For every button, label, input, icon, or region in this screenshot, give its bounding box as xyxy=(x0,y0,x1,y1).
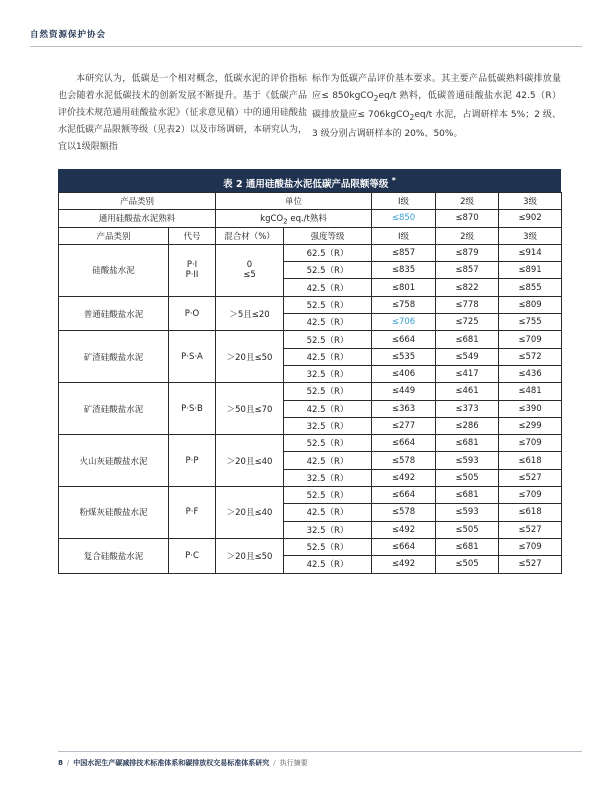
table-row xyxy=(59,331,562,348)
strength-grade: 32.5（R） xyxy=(284,521,372,538)
mix-ratio: ＞50且≤70 xyxy=(216,383,284,435)
strength-grade: 42.5（R） xyxy=(284,348,372,365)
limit-level-1: ≤706 xyxy=(372,314,436,331)
limit-level-2: ≤778 xyxy=(436,296,499,313)
table-row xyxy=(59,296,562,313)
strength-grade: 32.5（R） xyxy=(284,469,372,486)
footer-title: 中国水泥生产碳减排技术标准体系和碳排放权交易标准体系研究 xyxy=(73,759,270,767)
limit-level-3: ≤755 xyxy=(499,314,562,331)
table-header-row xyxy=(59,193,562,210)
table-row xyxy=(59,487,562,504)
mix-ratio: ＞20且≤50 xyxy=(216,331,284,383)
cement-code: P·P xyxy=(169,435,216,487)
mix-ratio: ＞20且≤50 xyxy=(216,538,284,573)
strength-grade: 52.5（R） xyxy=(284,262,372,279)
clinker-level-2: ≤870 xyxy=(436,210,499,227)
cement-type: 复合硅酸盐水泥 xyxy=(59,538,169,573)
table-body xyxy=(59,193,562,574)
footer-divider xyxy=(58,751,582,752)
subheader-mix: 混合材（%） xyxy=(216,227,284,244)
header-org: 自然资源保护协会 xyxy=(30,30,107,40)
table-row xyxy=(59,538,562,555)
limit-level-3: ≤618 xyxy=(499,452,562,469)
footer-section: 执行摘要 xyxy=(279,759,308,767)
limit-level-2: ≤505 xyxy=(436,556,499,573)
limit-level-1: ≤492 xyxy=(372,469,436,486)
limit-level-2: ≤373 xyxy=(436,400,499,417)
cement-type: 粉煤灰硅酸盐水泥 xyxy=(59,487,169,539)
limit-level-2: ≤505 xyxy=(436,469,499,486)
header-level-3: 3级 xyxy=(499,193,562,210)
strength-grade: 42.5（R） xyxy=(284,556,372,573)
cement-type: 普通硅酸盐水泥 xyxy=(59,296,169,331)
header-level-2: 2级 xyxy=(436,193,499,210)
limit-level-3: ≤527 xyxy=(499,521,562,538)
limit-level-3: ≤709 xyxy=(499,538,562,555)
header-divider xyxy=(30,46,582,47)
limit-level-3: ≤436 xyxy=(499,365,562,382)
intro-left-column xyxy=(58,71,307,156)
limit-level-2: ≤417 xyxy=(436,365,499,382)
strength-grade: 52.5（R） xyxy=(284,383,372,400)
strength-grade: 42.5（R） xyxy=(284,452,372,469)
limit-level-1: ≤801 xyxy=(372,279,436,296)
intro-right-text: 标作为低碳产品评价基本要求。其主要产品低碳熟料碳排放量应≤ 850kgCO$_2$eq/t 熟料，低碳普通硅酸盐水泥 42.5（R）碳排放量应≤ 706kgCO$_2$eq/t 水泥，占调研样本 5%；2 级、3 级分别占调研样本的 20%、50%。 xyxy=(312,74,562,139)
strength-grade: 52.5（R） xyxy=(284,538,372,555)
limit-level-2: ≤681 xyxy=(436,487,499,504)
limit-level-1: ≤492 xyxy=(372,521,436,538)
strength-grade: 32.5（R） xyxy=(284,365,372,382)
mix-ratio: ＞20且≤40 xyxy=(216,435,284,487)
clinker-level-3: ≤902 xyxy=(499,210,562,227)
limit-level-2: ≤505 xyxy=(436,521,499,538)
mix-ratio: ＞20且≤40 xyxy=(216,487,284,539)
limit-level-3: ≤527 xyxy=(499,469,562,486)
subheader-category: 产品类别 xyxy=(59,227,169,244)
header-level-1: I级 xyxy=(372,193,436,210)
limit-level-2: ≤857 xyxy=(436,262,499,279)
header-unit: 单位 xyxy=(216,193,372,210)
cement-type: 硅酸盐水泥 xyxy=(59,244,169,296)
strength-grade: 42.5（R） xyxy=(284,504,372,521)
cement-type: 矿渣硅酸盐水泥 xyxy=(59,383,169,435)
limit-level-1: ≤406 xyxy=(372,365,436,382)
strength-grade: 42.5（R） xyxy=(284,400,372,417)
cement-code: P·S·A xyxy=(169,331,216,383)
cement-code: P·F xyxy=(169,487,216,539)
limit-level-1: ≤449 xyxy=(372,383,436,400)
limit-level-1: ≤363 xyxy=(372,400,436,417)
limit-level-3: ≤709 xyxy=(499,487,562,504)
cement-code: P·O xyxy=(169,296,216,331)
subheader-level-2: 2级 xyxy=(436,227,499,244)
table-row xyxy=(59,435,562,452)
limit-level-2: ≤549 xyxy=(436,348,499,365)
subheader-code: 代号 xyxy=(169,227,216,244)
page-number: 8 xyxy=(58,759,63,767)
limit-level-2: ≤461 xyxy=(436,383,499,400)
subheader-grade: 强度等级 xyxy=(284,227,372,244)
limit-level-3: ≤914 xyxy=(499,244,562,261)
limit-level-2: ≤879 xyxy=(436,244,499,261)
limit-level-3: ≤709 xyxy=(499,331,562,348)
limit-table xyxy=(58,192,562,574)
mix-ratio: 0 ≤5 xyxy=(216,244,284,296)
limit-level-1: ≤835 xyxy=(372,262,436,279)
strength-grade: 52.5（R） xyxy=(284,435,372,452)
header-category: 产品类别 xyxy=(59,193,216,210)
intro-right-column xyxy=(312,71,561,143)
cement-type: 火山灰硅酸盐水泥 xyxy=(59,435,169,487)
table-row xyxy=(59,383,562,400)
clinker-row xyxy=(59,210,562,227)
limit-level-1: ≤664 xyxy=(372,538,436,555)
cement-code: P·C xyxy=(169,538,216,573)
cement-code: P·I P·II xyxy=(169,244,216,296)
strength-grade: 52.5（R） xyxy=(284,296,372,313)
table-row xyxy=(59,244,562,261)
cement-type: 矿渣硅酸盐水泥 xyxy=(59,331,169,383)
intro-left-text: 本研究认为，低碳是一个相对概念，低碳水泥的评价指标也会随着水泥低碳技术的创新发展不断提升。基于《低碳产品评价技术规范通用硅酸盐水泥》（征求意见稿）中的通用硅酸盐水泥低碳产品限额等级（见表2）以及市场调研，本研究认为，宜以1级限额指 xyxy=(58,74,307,152)
limit-level-1: ≤535 xyxy=(372,348,436,365)
limit-level-3: ≤891 xyxy=(499,262,562,279)
cement-code: P·S·B xyxy=(169,383,216,435)
limit-level-1: ≤664 xyxy=(372,435,436,452)
limit-level-3: ≤618 xyxy=(499,504,562,521)
limit-level-2: ≤681 xyxy=(436,435,499,452)
limit-level-2: ≤286 xyxy=(436,417,499,434)
limit-level-3: ≤572 xyxy=(499,348,562,365)
strength-grade: 52.5（R） xyxy=(284,487,372,504)
limit-level-3: ≤855 xyxy=(499,279,562,296)
limit-level-2: ≤593 xyxy=(436,504,499,521)
footer: 8 / 中国水泥生产碳减排技术标准体系和碳排放权交易标准体系研究 / 执行摘要 xyxy=(58,759,308,767)
strength-grade: 62.5（R） xyxy=(284,244,372,261)
limit-table-container xyxy=(58,169,561,574)
subheader-level-1: I级 xyxy=(372,227,436,244)
limit-level-2: ≤822 xyxy=(436,279,499,296)
subheader-level-3: 3级 xyxy=(499,227,562,244)
limit-level-3: ≤709 xyxy=(499,435,562,452)
limit-level-2: ≤681 xyxy=(436,538,499,555)
limit-level-1: ≤857 xyxy=(372,244,436,261)
limit-level-3: ≤481 xyxy=(499,383,562,400)
clinker-level-1: ≤850 xyxy=(372,210,436,227)
limit-level-3: ≤299 xyxy=(499,417,562,434)
limit-level-1: ≤758 xyxy=(372,296,436,313)
strength-grade: 32.5（R） xyxy=(284,417,372,434)
limit-level-1: ≤492 xyxy=(372,556,436,573)
limit-level-3: ≤527 xyxy=(499,556,562,573)
limit-level-1: ≤664 xyxy=(372,487,436,504)
clinker-label: 通用硅酸盐水泥熟料 xyxy=(59,210,216,227)
strength-grade: 42.5（R） xyxy=(284,279,372,296)
limit-level-2: ≤593 xyxy=(436,452,499,469)
limit-level-1: ≤578 xyxy=(372,452,436,469)
limit-level-2: ≤681 xyxy=(436,331,499,348)
mix-ratio: ＞5且≤20 xyxy=(216,296,284,331)
limit-level-1: ≤277 xyxy=(372,417,436,434)
clinker-unit: kgCO$_2$ eq./t熟料 xyxy=(216,210,372,227)
limit-level-1: ≤664 xyxy=(372,331,436,348)
limit-level-1: ≤578 xyxy=(372,504,436,521)
table-subheader-row xyxy=(59,227,562,244)
limit-level-3: ≤809 xyxy=(499,296,562,313)
table-title: 表 2 通用硅酸盐水泥低碳产品限额等级 * xyxy=(58,169,561,192)
strength-grade: 52.5（R） xyxy=(284,331,372,348)
limit-level-2: ≤725 xyxy=(436,314,499,331)
strength-grade: 42.5（R） xyxy=(284,314,372,331)
limit-level-3: ≤390 xyxy=(499,400,562,417)
